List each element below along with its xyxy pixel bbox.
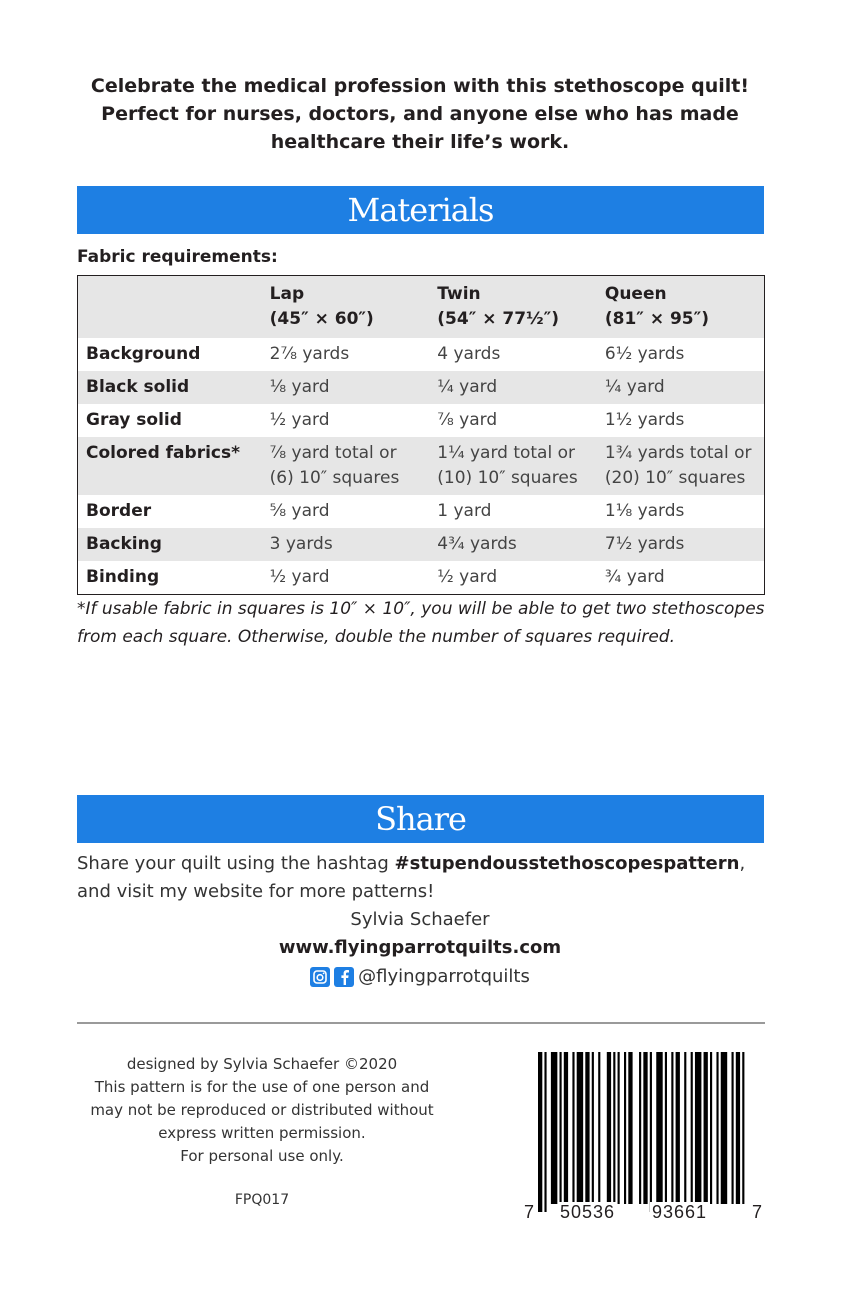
barcode-bar	[721, 1052, 727, 1204]
cell-twin: ½ yard	[437, 567, 498, 587]
cell-queen: 6½ yards	[604, 344, 685, 364]
pattern-code: FPQ017	[234, 1192, 290, 1208]
row-label: Gray solid	[86, 410, 182, 430]
barcode-right-digit: 7	[752, 1202, 763, 1222]
row-label: Background	[86, 344, 201, 364]
barcode-bar	[577, 1052, 583, 1204]
barcode-bar	[564, 1052, 568, 1204]
barcode-bar	[592, 1052, 594, 1204]
cell-queen: 1¾ yards total or (20) 10″ squares	[604, 443, 752, 488]
footnote-line: *If usable fabric in squares is 10″ × 10″, you will be able to get two stethoscopes	[77, 599, 765, 619]
intro-line: Celebrate the medical profession with this stethoscope quilt!	[90, 75, 750, 97]
barcode-bar	[607, 1052, 611, 1204]
barcode-bar	[613, 1052, 615, 1204]
fabric-requirements-label: Fabric requirements:	[77, 247, 278, 267]
share-heading: Share	[77, 795, 764, 843]
cell-twin: ⅞ yard	[437, 410, 498, 430]
barcode-group1: 50536	[560, 1202, 616, 1222]
author-name: Sylvia Schaefer	[350, 909, 490, 930]
cell-lap: 2⅞ yards	[269, 344, 350, 364]
materials-heading: Materials	[77, 186, 764, 234]
share-line: Share your quilt using the hashtag #stupendousstethoscopespattern,	[77, 853, 746, 874]
barcode-bar	[691, 1052, 693, 1204]
social-handle[interactable]: @flyingparrotquilts	[358, 966, 530, 987]
cell-twin: 4¾ yards	[437, 534, 517, 554]
cell-queen: 7½ yards	[604, 534, 685, 554]
barcode-bar	[704, 1052, 708, 1204]
social-row	[76, 963, 764, 991]
barcode-bar	[551, 1052, 557, 1204]
cell-twin: 4 yards	[437, 344, 501, 364]
barcode-bar	[732, 1052, 734, 1204]
barcode-bar	[676, 1052, 680, 1204]
cell-queen: ¾ yard	[604, 567, 665, 587]
barcode-bar	[628, 1052, 632, 1204]
legal-line: express written permission.	[158, 1124, 366, 1142]
intro-text	[76, 72, 764, 156]
barcode-bar	[585, 1052, 589, 1204]
legal-line: For personal use only.	[180, 1147, 344, 1165]
table-header-row	[78, 276, 765, 339]
barcode-bar	[650, 1052, 652, 1212]
barcode-bar	[656, 1052, 662, 1212]
table-header-empty	[78, 276, 262, 339]
cell-twin: ¼ yard	[437, 377, 498, 397]
row-label: Backing	[86, 534, 162, 554]
legal-text	[77, 1053, 447, 1168]
cell-queen: 1⅛ yards	[604, 501, 685, 521]
barcode-bar	[736, 1052, 740, 1204]
legal-line: This pattern is for the use of one person and	[94, 1078, 430, 1096]
barcode-bars	[538, 1052, 750, 1212]
row-label: Colored fabrics*	[86, 443, 240, 463]
row-label: Border	[86, 501, 152, 521]
barcode-bar	[665, 1052, 667, 1204]
row-label: Black solid	[86, 377, 190, 397]
footnote-line: from each square. Otherwise, double the number of squares required.	[77, 627, 675, 647]
barcode-bar	[618, 1052, 620, 1204]
share-line: and visit my website for more patterns!	[77, 881, 435, 902]
table-row	[78, 528, 765, 561]
website-link[interactable]: www.flyingparrotquilts.com	[278, 937, 562, 958]
intro-line: healthcare their life’s work.	[270, 131, 570, 153]
divider	[77, 1022, 765, 1024]
legal-line: designed by Sylvia Schaefer ©2020	[126, 1055, 398, 1073]
footnote	[77, 595, 777, 651]
barcode-bar	[624, 1052, 626, 1204]
facebook-icon[interactable]	[334, 967, 354, 987]
row-label: Binding	[86, 567, 160, 587]
barcode-bar	[716, 1052, 718, 1204]
cell-lap: ⅞ yard total or (6) 10″ squares	[269, 443, 400, 488]
barcode-bar	[560, 1052, 562, 1204]
cell-lap: ⅛ yard	[269, 377, 330, 397]
table-row	[78, 437, 765, 495]
cell-lap: ½ yard	[269, 410, 330, 430]
cell-twin: 1¼ yard total or (10) 10″ squares	[437, 443, 578, 488]
fabric-requirements-table	[77, 275, 765, 595]
barcode-bar	[572, 1052, 574, 1204]
barcode-bar	[544, 1052, 546, 1212]
table-row	[78, 371, 765, 404]
barcode-bar	[671, 1052, 673, 1204]
barcode-bar	[643, 1052, 647, 1204]
cell-queen: 1½ yards	[604, 410, 685, 430]
cell-lap: ⅝ yard	[269, 501, 330, 521]
cell-queen: ¼ yard	[604, 377, 665, 397]
barcode-bar	[684, 1052, 686, 1204]
barcode-bar	[598, 1052, 600, 1204]
cell-lap: ½ yard	[269, 567, 330, 587]
share-text	[77, 850, 777, 906]
barcode-bar	[538, 1052, 542, 1212]
cell-lap: 3 yards	[269, 534, 333, 554]
hashtag: #stupendousstethoscopespattern	[394, 853, 740, 874]
barcode-bar	[639, 1052, 641, 1204]
table-row	[78, 561, 765, 595]
cell-twin: 1 yard	[437, 501, 492, 521]
intro-line: Perfect for nurses, doctors, and anyone else who has made	[101, 103, 739, 125]
barcode-bar	[710, 1052, 712, 1204]
barcode-left-digit: 7	[524, 1202, 535, 1222]
barcode-bar	[695, 1052, 701, 1204]
barcode-bar	[742, 1052, 744, 1204]
table-row	[78, 338, 765, 371]
table-row	[78, 404, 765, 437]
table-header-queen: Queen (81″ × 95″)	[604, 284, 709, 329]
table-header-twin: Twin (54″ × 77½″)	[437, 284, 559, 329]
table-header-lap: Lap (45″ × 60″)	[269, 284, 374, 329]
barcode	[522, 1052, 767, 1232]
barcode-digits	[522, 1202, 767, 1228]
barcode-group2: 93661	[652, 1202, 708, 1222]
instagram-icon[interactable]	[310, 967, 330, 987]
legal-line: may not be reproduced or distributed without	[90, 1101, 434, 1119]
table-row	[78, 495, 765, 528]
